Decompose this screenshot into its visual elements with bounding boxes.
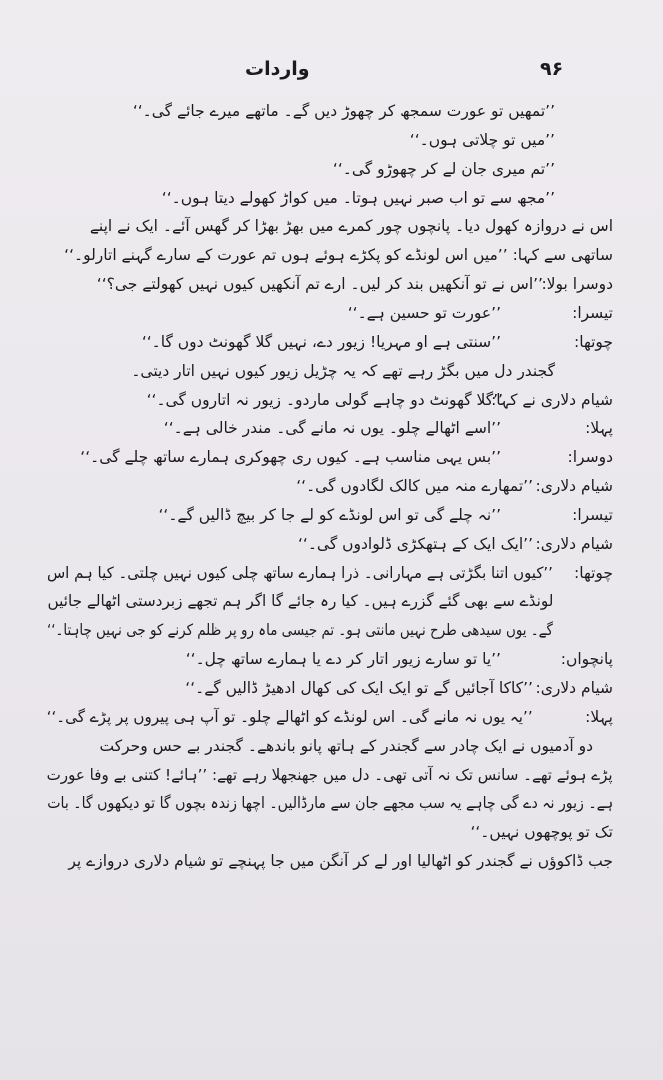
line-text: ’’ایک ایک کے ہتھکڑی ڈلوادوں گی۔‘‘ <box>297 534 533 553</box>
line-text: ’’عورت تو حسین ہے۔‘‘ <box>347 303 501 322</box>
speaker-label: پہلا: <box>585 707 613 726</box>
speaker-label: پانچواں: <box>560 650 613 669</box>
text-line <box>47 327 613 357</box>
speaker-label: تیسرا: <box>572 303 613 322</box>
text-line <box>47 298 613 328</box>
line-text: اس نے دروازہ کھول دیا۔ پانچوں چور کمرے میں بھڑ بھڑا کر گھس آئے۔ ایک نے اپنے <box>89 217 613 236</box>
text-line <box>47 702 613 732</box>
line-text: ’’یہ یوں نہ مانے گی۔ اس لونڈے کو اٹھالے چلو۔ تو آپ ہی پیروں پر پڑے گی۔‘‘ <box>47 707 533 726</box>
text-line <box>47 500 613 530</box>
text-line <box>47 644 613 674</box>
line-text: گجندر دل میں بگڑ رہے تھے کہ یہ چڑیل زیور کیوں نہیں اتار دیتی۔ <box>131 361 555 380</box>
speaker-label: شیام دلاری: <box>535 534 613 553</box>
text-line <box>47 211 613 241</box>
line-text: پڑے ہوئے تھے۔ سانس تک نہ آتی تھی۔ دل میں جھنجھلا رہے تھے: ’’ہائے! کتنی بے وفا عورت <box>47 765 613 784</box>
text-line <box>47 788 613 818</box>
line-text: ’’کیوں اتنا بگڑتی ہے مہارانی۔ ذرا ہمارے ساتھ چلی کیوں نہیں چلتی۔ کیا ہم اس <box>47 563 553 582</box>
line-text: ’’کاکا آجائیں گے تو ایک ایک کی کھال ادھیڑ ڈالیں گے۔‘‘ <box>185 679 533 697</box>
text-line <box>47 846 613 876</box>
line-text: ساتھی سے کہا: ’’میں اس لونڈے کو پکڑے ہوئے ہوں تم عورت کے سارے گہنے اتارلو۔‘‘ <box>64 246 613 265</box>
line-text: ’’اس نے تو آنکھیں بند کر لیں۔ ارے تم آنکھیں کیوں نہیں کھولتے جی؟‘‘ <box>96 275 543 294</box>
line-text: دو آدمیوں نے ایک چادر سے گجندر کے ہاتھ پانو باندھے۔ گجندر بے حس وحرکت <box>99 736 593 755</box>
speaker-label: دوسرا: <box>567 448 613 467</box>
text-line <box>47 413 613 443</box>
line-text: ’’میں تو چلاتی ہوں۔‘‘ <box>409 130 555 149</box>
running-title: واردات <box>245 58 310 80</box>
text-line <box>47 183 613 213</box>
line-text: ’’تمھارے منہ میں کالک لگادوں گی۔‘‘ <box>296 477 533 496</box>
page-header <box>0 58 663 88</box>
text-line <box>47 96 613 126</box>
text-line <box>47 240 613 270</box>
speaker-label: تیسرا: <box>572 505 613 524</box>
speaker-label: دوسرا بولا: <box>541 275 613 294</box>
line-text: ’’گلا گھونٹ دو چاہے گولی ماردو۔ زیور نہ اتاروں گی۔‘‘ <box>146 390 503 409</box>
line-text: تک تو پوچھوں نہیں۔‘‘ <box>470 823 613 842</box>
line-text: ’’مجھ سے تو اب صبر نہیں ہوتا۔ میں کواڑ کھولے دیتا ہوں۔‘‘ <box>161 188 555 207</box>
line-text: ’’بس یہی مناسب ہے۔ کیوں ری چھوکری ہمارے ساتھ چلے گی۔‘‘ <box>80 448 501 467</box>
text-line <box>47 817 613 847</box>
text-line <box>47 154 613 184</box>
speaker-label: چوتھا: <box>574 563 613 582</box>
text-line <box>47 269 613 299</box>
text-line <box>47 615 613 645</box>
text-line <box>47 731 613 761</box>
line-text: ’’اسے اٹھالے چلو۔ یوں نہ مانے گی۔ مندر خالی ہے۔‘‘ <box>163 419 501 438</box>
line-text: جب ڈاکوؤں نے گجندر کو اٹھالیا اور لے کر آنگن میں جا پہنچے تو شیام دلاری دروازے پر <box>68 852 613 871</box>
line-text: ’’نہ چلے گی تو اس لونڈے کو لے جا کر بیچ ڈالیں گے۔‘‘ <box>158 505 501 524</box>
page-number: ۹۶ <box>540 58 564 80</box>
text-line <box>47 385 613 415</box>
text-line <box>47 760 613 790</box>
line-text: گے۔ یوں سیدھی طرح نہیں مانتی ہو۔ تم جیسی ماہ رو پر ظلم کرنے کو جی نہیں چاہتا۔‘‘ <box>47 621 553 640</box>
line-text: لونڈے سے بھی گئے گزرے ہیں۔ کیا رہ جائے گا اگر ہم تجھے زبردستی اٹھالے جائیں <box>47 592 553 611</box>
line-text: ’’یا تو سارے زیور اتار کر دے یا ہمارے ساتھ چل۔‘‘ <box>185 650 501 669</box>
speaker-label: شیام دلاری: <box>535 679 613 697</box>
line-text: ہے۔ زیور نہ دے گی چاہے یہ سب مجھے جان سے مارڈالیں۔ اچھا زندہ بچوں گا تو دیکھوں گا۔ بات <box>47 794 613 813</box>
speaker-label: چوتھا: <box>574 332 613 351</box>
speaker-label: شیام دلاری نے کہا: <box>491 390 613 409</box>
line-text: ’’تمھیں تو عورت سمجھ کر چھوڑ دیں گے۔ ماتھے میرے جائے گی۔‘‘ <box>132 102 555 120</box>
text-line <box>47 442 613 472</box>
text-line <box>47 529 613 559</box>
speaker-label: پہلا: <box>585 419 613 438</box>
text-line <box>47 356 613 386</box>
text-line <box>47 586 613 616</box>
line-text: ’’سنتی ہے او مہریا! زیور دے، نہیں گلا گھونٹ دوں گا۔‘‘ <box>141 332 501 351</box>
text-line <box>47 558 613 588</box>
line-text: ’’تم میری جان لے کر چھوڑو گی۔‘‘ <box>332 159 555 178</box>
text-line <box>47 125 613 155</box>
text-line <box>47 471 613 501</box>
text-line <box>47 673 613 703</box>
speaker-label: شیام دلاری: <box>535 477 613 496</box>
